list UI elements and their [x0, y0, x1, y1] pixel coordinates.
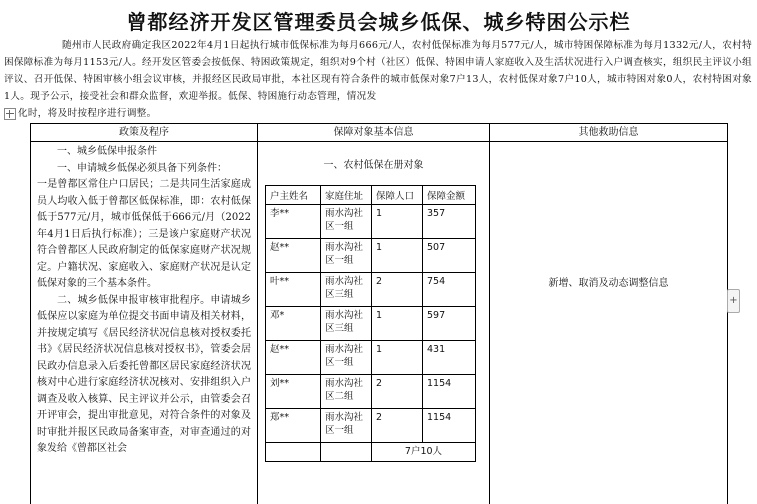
header-householder: 户主姓名: [266, 186, 321, 205]
cell-name: 郑**: [266, 409, 321, 443]
cell-amount: 597: [423, 307, 476, 341]
cell-persons: 1: [372, 307, 423, 341]
table-row: [266, 239, 476, 273]
cell-persons: 1: [372, 239, 423, 273]
cell-amount: 1154: [423, 409, 476, 443]
policy-column: [31, 124, 258, 504]
policy-item1-body: 一是曾都区常住户口居民；二是共同生活家庭成员人均收入低于曾都区低保标准，即：农村低保低于577元/月，城市低保低于666元/月（2022年4月1日后执行标准）；三是该户家庭财产状况符合曾都区人民政府制定的低保家庭财产状况规定。户籍状况、家庭收入、家庭财产状况是认定低保对象的三个基本条件。: [37, 179, 251, 289]
table-move-handle-icon[interactable]: [4, 108, 16, 120]
table-row: [266, 409, 476, 443]
cell-persons: 2: [372, 409, 423, 443]
cell-address: 雨水沟社区三组: [321, 273, 372, 307]
cell-amount: 431: [423, 341, 476, 375]
cell-name: 赵**: [266, 239, 321, 273]
cell-persons: 2: [372, 375, 423, 409]
cell-name: 刘**: [266, 375, 321, 409]
cell-name: 李**: [266, 205, 321, 239]
cell-amount: 507: [423, 239, 476, 273]
beneficiary-table: [265, 185, 476, 462]
table-row: [266, 341, 476, 375]
policy-column-header: 政策及程序: [31, 124, 257, 142]
cell-address: 雨水沟社区一组: [321, 239, 372, 273]
cell-amount: 754: [423, 273, 476, 307]
cell-name: 赵**: [266, 341, 321, 375]
table-total-row: [266, 443, 476, 462]
intro-text: 随州市人民政府确定我区2022年4月1日起执行城市低保标准为每月666元/人，农村低保标准为每月577元/人，城市特困保障标准为每月1332元/人，农村特困保障标准为每月1153元/人。经开发区管委会按低保、特困政策规定，组织对9个村（社区）低保、特困申请人家庭收入及生活状况进行入户调查核实，组织民主评议小组评议、召开低保、特困审核小组会议审核，并报经区民政局审批，本社区现有符合条件的城市低保对象7户13人，农村低保对象7户10人，城市特困对象0人，农村特困对象1人。现予公示，接受社会和群众监督，欢迎举报。低保、特困施行动态管理，情况发: [4, 40, 752, 102]
table-row: [266, 205, 476, 239]
cell-amount: 357: [423, 205, 476, 239]
intro-tail: 化时，将及时按程序进行调整。: [18, 108, 157, 119]
policy-item2: 二、城乡低保申报审核审批程序。申请城乡低保应以家庭为单位提交书面申请及相关材料，并按规定填写《居民经济状况信息核对授权委托书》《居民经济状况信息核对授权书》，管委会居民政办信息录入后委托曾都区居民家庭经济状况核对中心进行家庭经济状况核对、安排组织入户调查及收入核算、民主评议并公示，由管委会召开评审会，提出审批意见，对符合条件的对象及时审批并报区民政局备案审查，对审查通过的对象发给《曾都区社会: [37, 294, 251, 454]
cell-amount: 1154: [423, 375, 476, 409]
cell-persons: 2: [372, 273, 423, 307]
cell-address: 雨水沟社区二组: [321, 375, 372, 409]
cell-address: 雨水沟社区三组: [321, 307, 372, 341]
announcement-intro: [4, 37, 752, 122]
other-aid-column: [490, 124, 728, 504]
other-aid-column-header: 其他救助信息: [490, 124, 727, 142]
cell-persons: 1: [372, 205, 423, 239]
table-row: [266, 273, 476, 307]
header-persons: 保障人口: [372, 186, 423, 205]
announcement-table: [30, 123, 728, 504]
cell-address: 雨水沟社区一组: [321, 409, 372, 443]
table-row: [266, 307, 476, 341]
cell-address: 雨水沟社区一组: [321, 205, 372, 239]
cell-name: 叶**: [266, 273, 321, 307]
other-aid-note: 新增、取消及动态调整信息: [548, 278, 669, 289]
beneficiary-column-header: 保障对象基本信息: [258, 124, 489, 142]
cell-name: 邓*: [266, 307, 321, 341]
cell-total: 7户10人: [372, 443, 476, 462]
page-title: 曾都经济开发区管理委员会城乡低保、城乡特困公示栏: [126, 10, 631, 34]
policy-item1-heading: 一、申请城乡低保必须具备下列条件：: [57, 162, 227, 174]
table-header-row: [266, 186, 476, 205]
cell-persons: 1: [372, 341, 423, 375]
header-amount: 保障金额: [423, 186, 476, 205]
cell-address: 雨水沟社区一组: [321, 341, 372, 375]
add-column-button[interactable]: +: [727, 289, 740, 313]
policy-text: [31, 142, 257, 458]
table-row: [266, 375, 476, 409]
policy-heading: 一、城乡低保申报条件: [57, 146, 157, 157]
header-address: 家庭住址: [321, 186, 372, 205]
beneficiary-column: [258, 124, 490, 504]
beneficiary-subtitle: 一、农村低保在册对象: [323, 160, 424, 171]
